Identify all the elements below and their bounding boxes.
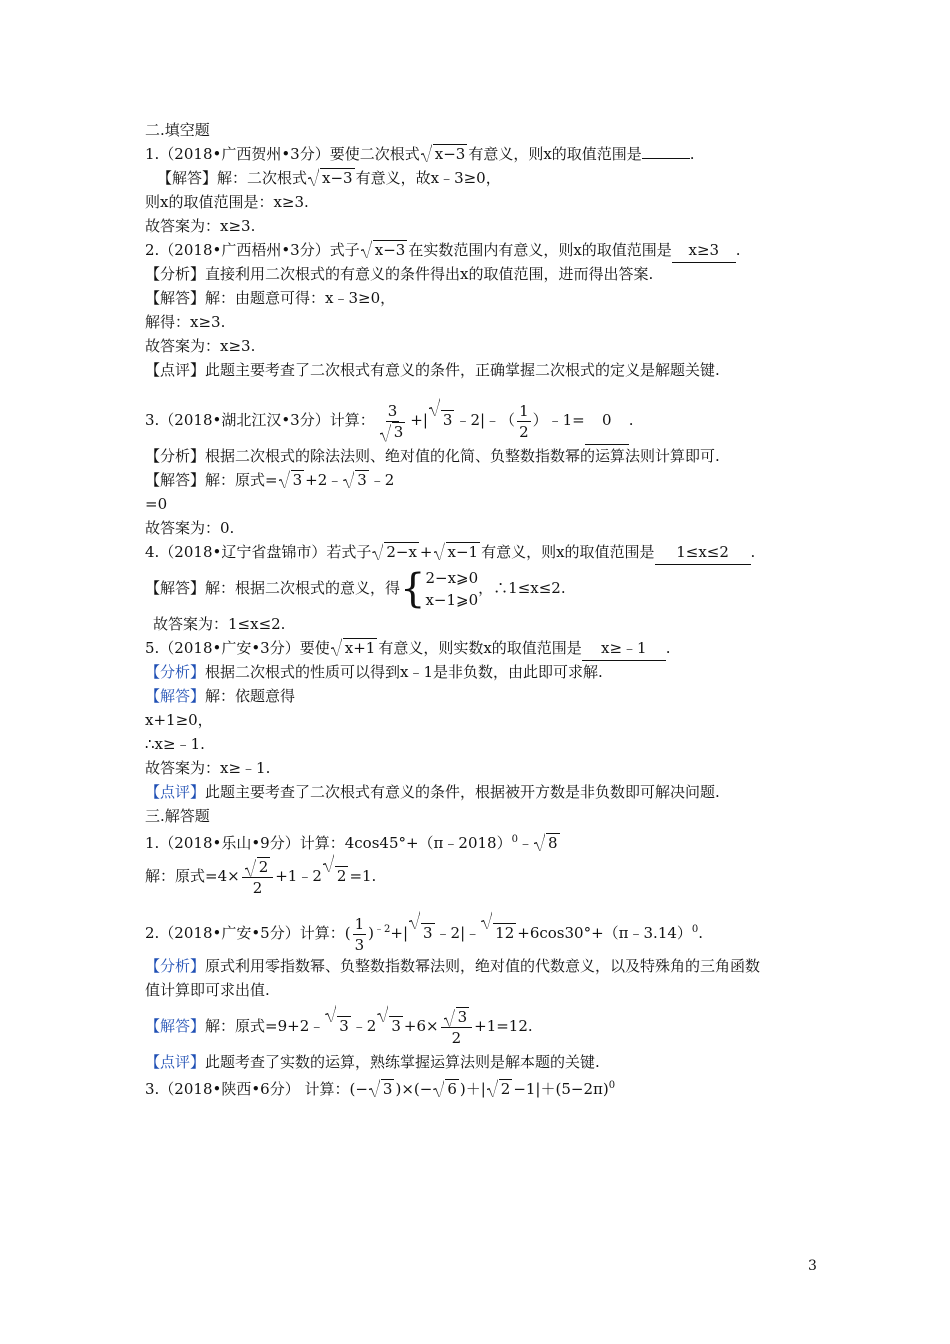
q5-sqrt [331, 636, 378, 660]
q1-solve-radicand: x−3 [322, 169, 353, 187]
q3-solve-sqrt1 [279, 468, 305, 492]
q3-frac-den-sqrt [380, 422, 406, 442]
q5-question [145, 636, 825, 660]
s1-frac-den: 2 [252, 878, 263, 897]
s2-solve-frac-num-radicand: 3 [457, 1007, 468, 1026]
q4-end: . [750, 543, 756, 561]
q3-question [145, 396, 825, 444]
q4-system-rows [425, 567, 478, 611]
q5-analysis-text: 根据二次根式的性质可以得到x﹣1是非负数，由此即可求解. [205, 663, 603, 681]
q2-analysis: 【分析】直接利用二次根式的有意义的条件得出x的取值范围，进而得出答案. [145, 265, 654, 283]
s3-question [145, 1074, 825, 1098]
q4-radicand1: 2−x [386, 543, 417, 561]
q2-line3: 故答案为：x≥3. [145, 337, 256, 355]
q4-solve [145, 564, 825, 612]
q3-analysis: 【分析】根据二次根式的除法法则、绝对值的化简、负整数指数幂的运算法则计算即可. [145, 447, 720, 465]
q1-solve-sqrt [308, 166, 355, 190]
s2-comment-text: 此题考查了实数的运算，熟练掌握运算法则是解本题的关键. [205, 1053, 600, 1071]
s2-solve-mid: ﹣2 [351, 1017, 377, 1035]
document-body [145, 118, 825, 1098]
q5-comment-text: 此题主要考查了二次根式有意义的条件，根据被开方数是非负数即可解决问题. [205, 783, 720, 801]
s1-sqrt [534, 831, 560, 855]
s3-sqrt3 [487, 1077, 513, 1101]
s2-analysis-text: 原式利用零指数幂、负整数指数幂法则，绝对值的代数意义，以及特殊角的三角函数 [205, 957, 761, 975]
q1-solve-prefix: 解：二次根式 [217, 169, 308, 187]
q4-solve-end: ，∴1≤x≤2. [478, 579, 566, 597]
q3-solve-prefix: 【解答】解：原式= [145, 471, 278, 489]
s2-mid2: ﹣2|﹣ [435, 924, 481, 942]
q1-solve [145, 166, 825, 190]
q2-line2: 解得：x≥3. [145, 313, 226, 331]
s1-radicand: 8 [547, 834, 558, 852]
section-title-solve: 三.解答题 [145, 807, 210, 825]
q2-question [145, 238, 825, 262]
s2-analysis-line2: 值计算即可求出值. [145, 981, 270, 999]
s1-solve-end: =1. [349, 867, 377, 885]
s1-question [145, 828, 825, 852]
spacer [145, 382, 825, 396]
q1-radicand: x−3 [434, 145, 466, 163]
s2-solve-fraction [441, 1007, 473, 1048]
s1-frac-num [242, 857, 274, 878]
q3-solve-end: ﹣2 [369, 471, 395, 489]
s1-exp: 0 [511, 834, 518, 845]
q4-question [145, 540, 825, 564]
q1-line2: 则x的取值范围是：x≥3. [145, 193, 309, 211]
q2-solve: 【解答】解：由题意可得：x﹣3≥0， [145, 289, 396, 307]
s3-sqrt1 [369, 1077, 395, 1101]
q2-comment: 【点评】此题主要考查了二次根式有意义的条件，正确掌握二次根式的定义是解题关键. [145, 361, 720, 379]
q4-system-row1: 2−x⩾0 [425, 569, 479, 587]
q4-system [400, 567, 478, 611]
q5-end: . [665, 639, 671, 657]
q3-fraction [377, 401, 409, 442]
q3-answer-blank: 0 [585, 396, 629, 445]
q5-line3: 故答案为：x≥﹣1. [145, 759, 271, 777]
q4-suffix: 有意义，则x的取值范围是 [481, 543, 655, 561]
q1-question [145, 142, 825, 166]
q3-frac-den [377, 422, 409, 442]
q5-comment [145, 780, 825, 804]
s1-solve [145, 852, 825, 900]
q3-frac2-num: 1 [519, 401, 529, 420]
q3-line2: =0 [145, 495, 168, 513]
q2-end: . [735, 241, 741, 259]
s2-solve-mid2: +6× [403, 1017, 439, 1035]
q3-frac-num: 3 [387, 401, 398, 420]
q5-solve [145, 684, 825, 708]
s2-sqrt2 [481, 909, 516, 957]
s2-solve-frac-num-sqrt [444, 1007, 470, 1027]
q1-prefix: 1.（2018•广西贺州•3分）要使二次根式 [145, 145, 420, 163]
s1-fraction [242, 857, 274, 898]
q2-sqrt [361, 238, 408, 262]
s3-mid2: )＋| [459, 1080, 486, 1098]
q3-solve-radicand1: 3 [292, 471, 303, 489]
s2-solve [145, 1002, 825, 1050]
s2-question [145, 906, 825, 954]
q3-solve-sqrt2 [343, 468, 369, 492]
q5-line2: ∴x≥﹣1. [145, 735, 205, 753]
q1-solve-suffix: 有意义，故x﹣3≥0， [355, 169, 501, 187]
s2-solve-frac-num [441, 1007, 473, 1028]
q4-brace-glyph: { [400, 566, 426, 612]
s3-prefix: 3.（2018•陕西•6分） 计算：(− [145, 1080, 368, 1098]
s2-analysis-label: 【分析】 [145, 957, 206, 975]
q5-line1: x+1≥0， [145, 711, 213, 729]
q3-solve-mid: +2﹣ [305, 471, 343, 489]
s3-sqrt2 [433, 1077, 459, 1101]
s3-mid3: −1|＋(5−2π) [513, 1080, 609, 1098]
q5-comment-label: 【点评】 [145, 783, 206, 801]
s1-frac-num-sqrt [245, 857, 271, 877]
q5-solve-label: 【解答】 [145, 687, 206, 705]
q3-solve [145, 468, 825, 492]
q4-sqrt1 [372, 540, 419, 564]
q4-radicand2: x−1 [447, 543, 479, 561]
s2-solve-radicand1: 3 [339, 1017, 349, 1035]
s2-paren-open: ( [344, 924, 351, 942]
s2-solve-sqrt2 [377, 1002, 403, 1050]
q4-solve-prefix: 【解答】解：根据二次根式的意义，得 [145, 579, 401, 597]
q3-frac-den-radicand: 3 [393, 422, 404, 441]
q3-solve-radicand2: 3 [357, 471, 367, 489]
q4-system-row2: x−1⩾0 [425, 591, 479, 609]
q4-line2: 故答案为：1≤x≤2. [153, 615, 286, 633]
s2-fraction [353, 914, 367, 955]
s1-prefix: 1.（2018•乐山•9分）计算：4cos45°+（π﹣2018） [145, 834, 512, 852]
q1-solve-label: 【解答】 [157, 169, 218, 187]
q1-answer-blank [642, 158, 690, 159]
s2-solve-radicand2: 3 [391, 1017, 401, 1035]
s2-solve-label: 【解答】 [145, 1017, 206, 1035]
q3-mid2: ﹣2|﹣（ [455, 411, 516, 429]
s2-prefix: 2.（2018•广安•5分）计算： [145, 924, 345, 942]
s3-radicand1: 3 [382, 1080, 393, 1098]
s1-frac-num-radicand: 2 [258, 857, 269, 876]
q5-suffix: 有意义，则实数x的取值范围是 [378, 639, 582, 657]
q4-answer-blank: 1≤x≤2 [655, 540, 751, 565]
s1-solve-radicand: 2 [336, 867, 347, 885]
q5-analysis [145, 660, 825, 684]
s2-solve-prefix: 解：原式=9+2﹣ [205, 1017, 325, 1035]
q2-answer-blank: x≥3 [672, 238, 736, 263]
q3-prefix: 3.（2018•湖北江汉•3分）计算： [145, 411, 375, 429]
q3-frac2-den: 2 [519, 422, 529, 441]
s2-radicand1: 3 [423, 924, 433, 942]
q3-line3: 故答案为：0. [145, 519, 235, 537]
s2-comment [145, 1050, 825, 1074]
q4-plus: + [419, 543, 433, 561]
q3-fraction2 [517, 401, 531, 442]
s1-solve-sqrt [323, 852, 349, 900]
q2-radicand: x−3 [374, 241, 406, 259]
q4-prefix: 4.（2018•辽宁省盘锦市）若式子 [145, 543, 372, 561]
q3-exp: ）﹣1= [532, 411, 585, 429]
s2-paren-close: ) [368, 924, 374, 942]
s2-frac-den: 3 [354, 935, 365, 954]
q1-suffix: 有意义，则x的取值范围是 [468, 145, 642, 163]
q3-radicand2: 3 [442, 411, 453, 429]
section-title-fill: 二.填空题 [145, 121, 210, 139]
s3-exp: 0 [608, 1080, 616, 1091]
s2-exp: ﹣2 [374, 924, 391, 935]
s2-radicand2: 12 [495, 924, 515, 942]
s1-solve-mid: +1﹣2 [275, 867, 322, 885]
q5-analysis-label: 【分析】 [145, 663, 206, 681]
s1-minus: ﹣ [517, 834, 533, 852]
q3-mid1: +| [410, 411, 428, 429]
s2-comment-label: 【点评】 [145, 1053, 206, 1071]
s2-mid3: +6cos30°+（π﹣3.14） [517, 924, 692, 942]
s2-solve-end: +1=12. [474, 1017, 533, 1035]
s2-solve-frac-den: 2 [451, 1028, 462, 1047]
s3-radicand3: 2 [500, 1080, 511, 1098]
q5-radicand: x+1 [344, 639, 376, 657]
q5-answer-blank: x≥﹣1 [582, 636, 666, 661]
q4-sqrt2 [434, 540, 481, 564]
q1-sqrt [421, 142, 468, 166]
s3-radicand2: 6 [447, 1080, 457, 1098]
s3-mid1: )×(− [395, 1080, 433, 1098]
q3-end: . [628, 411, 634, 429]
s2-analysis [145, 954, 825, 978]
q2-prefix: 2.（2018•广西梧州•3分）式子 [145, 241, 360, 259]
s2-end: . [698, 924, 704, 942]
q5-prefix: 5.（2018•广安•3分）要使 [145, 639, 330, 657]
q1-end: . [689, 145, 695, 163]
s2-sqrt1 [409, 909, 435, 957]
s2-frac-num: 1 [354, 914, 365, 933]
q5-solve-text: 解：依题意得 [205, 687, 296, 705]
page-number: 3 [808, 1258, 817, 1274]
q3-sqrt2 [429, 396, 455, 444]
q2-suffix: 在实数范围内有意义，则x的取值范围是 [408, 241, 672, 259]
s2-exp2: 0 [691, 924, 699, 935]
s2-solve-sqrt1 [325, 1002, 351, 1050]
q1-line3: 故答案为：x≥3. [145, 217, 256, 235]
s1-solve-prefix: 解：原式=4× [145, 867, 240, 885]
s2-mid1: +| [390, 924, 408, 942]
